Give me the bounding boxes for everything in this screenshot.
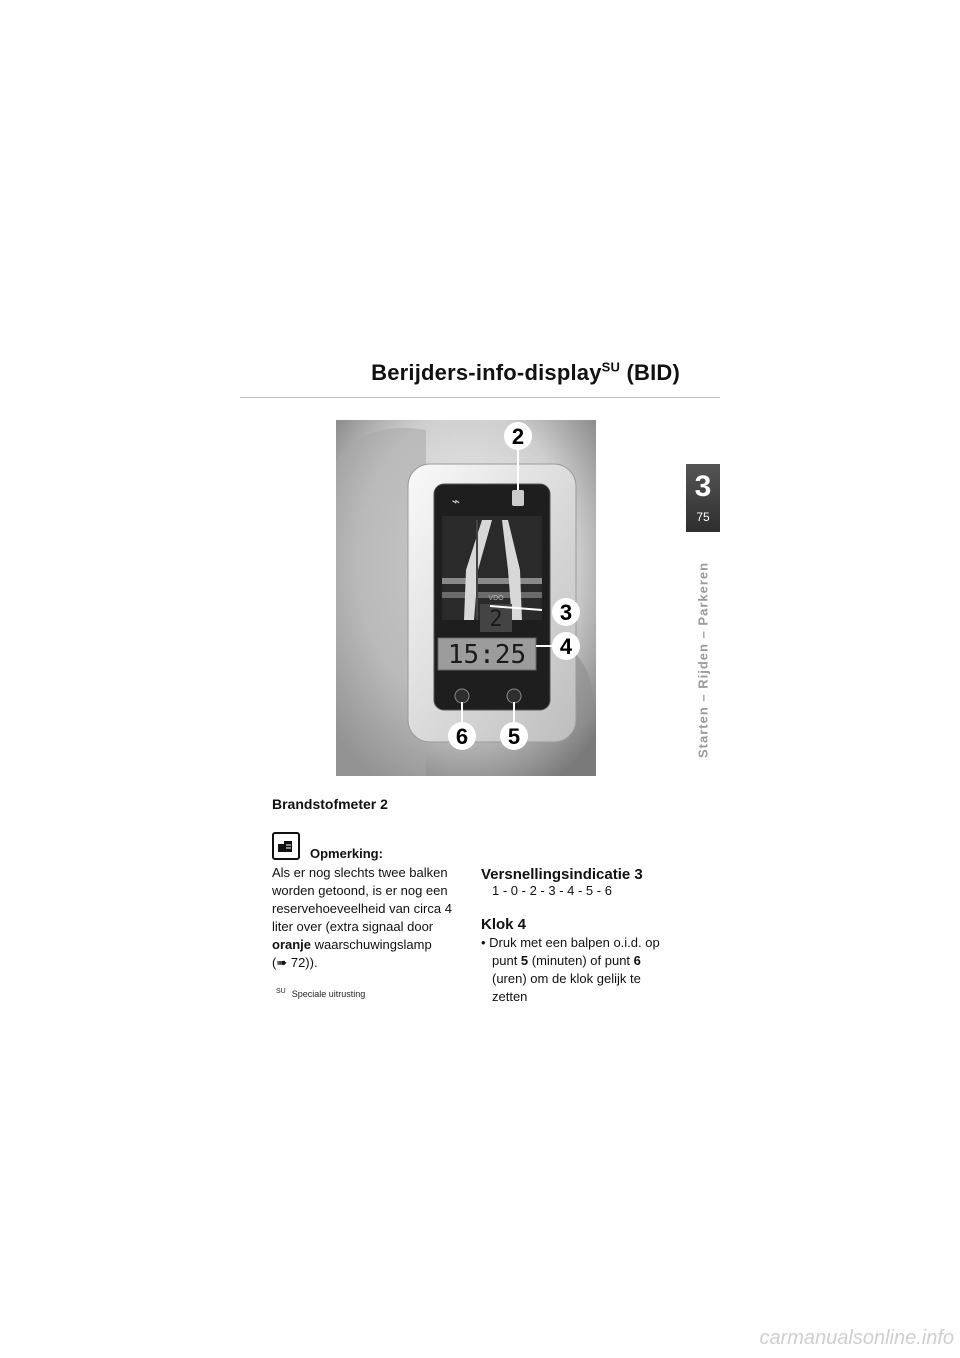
fuel-pump-icon (512, 490, 524, 506)
chapter-number: 3 (694, 470, 712, 503)
hour-button (455, 689, 469, 703)
title-main: Berijders-info-display (371, 360, 602, 385)
watermark: carmanualsonline.info (759, 1327, 954, 1349)
gear-indicator-heading: Versnellingsindicatie 3 (481, 866, 643, 883)
svg-text:3: 3 (559, 600, 573, 625)
clock-line-2b: (minuten) of punt (528, 953, 634, 968)
note-text-2: waarschuwingslamp (311, 937, 432, 952)
footnote-text: Speciale uitrusting (291, 989, 366, 999)
note-body (272, 864, 462, 972)
display-clock: 15:25 (447, 640, 527, 670)
clock-instructions (481, 934, 691, 1006)
footnote-sup: SU (276, 988, 286, 995)
callout-2 (504, 422, 532, 450)
page-number: 75 (696, 510, 710, 524)
callout-5 (500, 722, 528, 750)
section-side-label: Starten – Rijden – Parkeren (695, 561, 711, 758)
chapter-tab (686, 464, 720, 532)
note-icon (272, 832, 300, 860)
title-superscript: SU (601, 359, 621, 375)
svg-text:4: 4 (559, 634, 573, 659)
title-tail: (BID) (620, 360, 680, 385)
svg-text:5: 5 (507, 724, 521, 749)
point-6-bold: 6 (633, 953, 641, 968)
note-reference: (➠ 72)). (272, 955, 318, 970)
footnote (276, 988, 365, 999)
title-divider (240, 397, 720, 398)
gear-values: 1 - 0 - 2 - 3 - 4 - 5 - 6 (492, 883, 612, 898)
minute-button (507, 689, 521, 703)
display-gear-digit: 2 (489, 607, 503, 632)
point-5-bold: 5 (520, 953, 529, 968)
callout-6 (448, 722, 476, 750)
note-bold-word: oranje (272, 937, 312, 952)
oil-temp-icon: ⌁ (451, 493, 461, 509)
svg-text:6: 6 (455, 724, 469, 749)
clock-line-1: • Druk met een balpen o.i.d. op (481, 935, 660, 950)
page-title (240, 360, 680, 386)
note-label: Opmerking: (310, 846, 383, 861)
fuel-gauge-heading: Brandstofmeter 2 (272, 796, 388, 812)
clock-line-2a: punt (492, 953, 521, 968)
note-text-1: Als er nog slechts twee balken worden getoond, is er nog een reservehoeveelheid van circa 4 liter over (extra signaal door (272, 865, 452, 934)
display-brand: VDO (488, 595, 504, 602)
callout-3 (552, 598, 580, 626)
clock-line-4: zetten (492, 989, 528, 1004)
svg-text:2: 2 (511, 424, 525, 449)
clock-line-3: (uren) om de klok gelijk te (492, 971, 641, 986)
callout-4 (552, 632, 580, 660)
clock-heading: Klok 4 (481, 916, 527, 933)
bid-display-photo (336, 420, 596, 776)
